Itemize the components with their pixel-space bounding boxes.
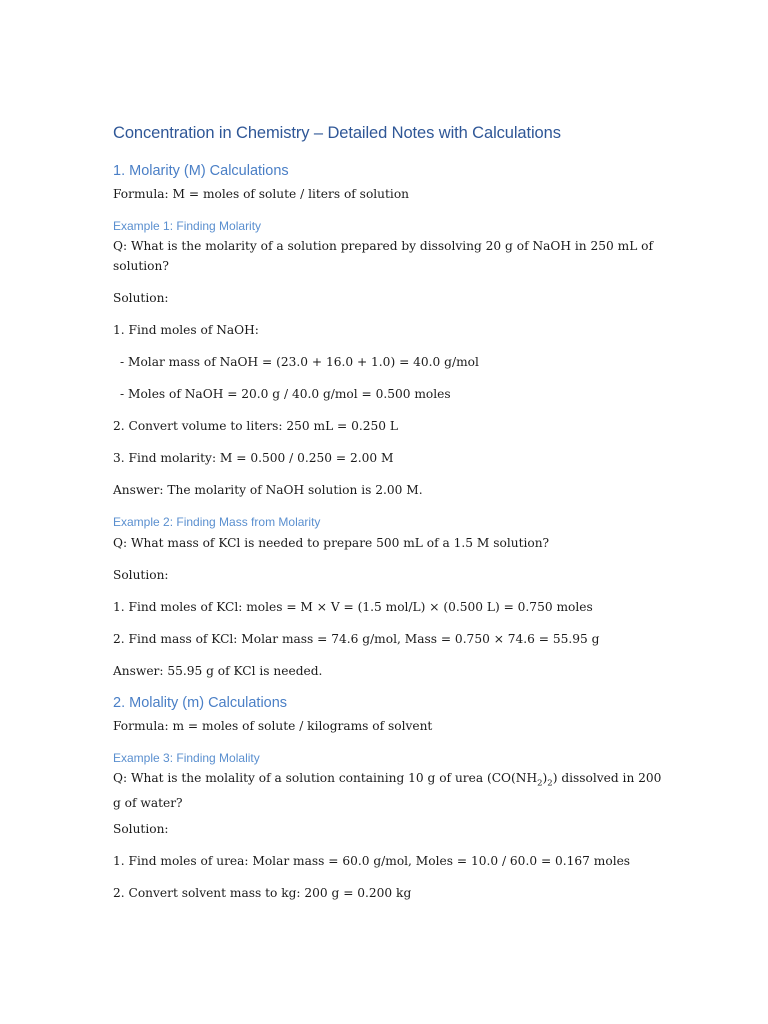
section-heading-molarity: 1. Molarity (M) Calculations bbox=[113, 163, 289, 179]
example-1-question: Q: What is the molarity of a solution prepared by dissolving 20 g of NaOH in 250 mL of solution? bbox=[113, 239, 654, 273]
example-3-heading: Example 3: Finding Molality bbox=[113, 751, 260, 765]
example-3-question bbox=[113, 768, 673, 813]
example-3-step: 2. Convert solvent mass to kg: 200 g = 0.200 kg bbox=[113, 886, 412, 900]
example-2-answer: Answer: 55.95 g of KCl is needed. bbox=[113, 664, 323, 678]
example-3-question-text: ) bbox=[542, 771, 548, 785]
example-1-step: - Moles of NaOH = 20.0 g / 40.0 g/mol = 0.500 moles bbox=[120, 387, 451, 401]
subscript: 2 bbox=[537, 778, 543, 789]
example-1-step: 2. Convert volume to liters: 250 mL = 0.250 L bbox=[113, 419, 399, 433]
example-1-step: 3. Find molarity: M = 0.500 / 0.250 = 2.00 M bbox=[113, 451, 394, 465]
example-3-solution-label: Solution: bbox=[113, 822, 169, 836]
example-2-step: 1. Find moles of KCl: moles = M × V = (1.5 mol/L) × (0.500 L) = 0.750 moles bbox=[113, 600, 593, 614]
document-title: Concentration in Chemistry – Detailed Notes with Calculations bbox=[113, 124, 561, 142]
example-3-question-text: ) dissolved in 200 g of water? bbox=[113, 771, 662, 811]
example-3-step: 1. Find moles of urea: Molar mass = 60.0 g/mol, Moles = 10.0 / 60.0 = 0.167 moles bbox=[113, 854, 631, 868]
example-2-solution-label: Solution: bbox=[113, 568, 169, 582]
molarity-formula: Formula: M = moles of solute / liters of solution bbox=[113, 187, 410, 201]
molality-formula: Formula: m = moles of solute / kilograms of solvent bbox=[113, 719, 433, 733]
example-1-step: 1. Find moles of NaOH: bbox=[113, 323, 259, 337]
example-1-heading: Example 1: Finding Molarity bbox=[113, 219, 262, 233]
example-1-solution-label: Solution: bbox=[113, 291, 169, 305]
example-2-question: Q: What mass of KCl is needed to prepare 500 mL of a 1.5 M solution? bbox=[113, 536, 550, 550]
example-2-heading: Example 2: Finding Mass from Molarity bbox=[113, 515, 321, 529]
example-2-step: 2. Find mass of KCl: Molar mass = 74.6 g/mol, Mass = 0.750 × 74.6 = 55.95 g bbox=[113, 632, 600, 646]
subscript: 2 bbox=[547, 778, 553, 789]
section-heading-molality: 2. Molality (m) Calculations bbox=[113, 695, 288, 711]
example-3-question-text: Q: What is the molality of a solution containing 10 g of urea (CO(NH bbox=[113, 771, 538, 785]
example-1-step: - Molar mass of NaOH = (23.0 + 16.0 + 1.0) = 40.0 g/mol bbox=[120, 355, 479, 369]
example-1-answer: Answer: The molarity of NaOH solution is 2.00 M. bbox=[113, 483, 423, 497]
